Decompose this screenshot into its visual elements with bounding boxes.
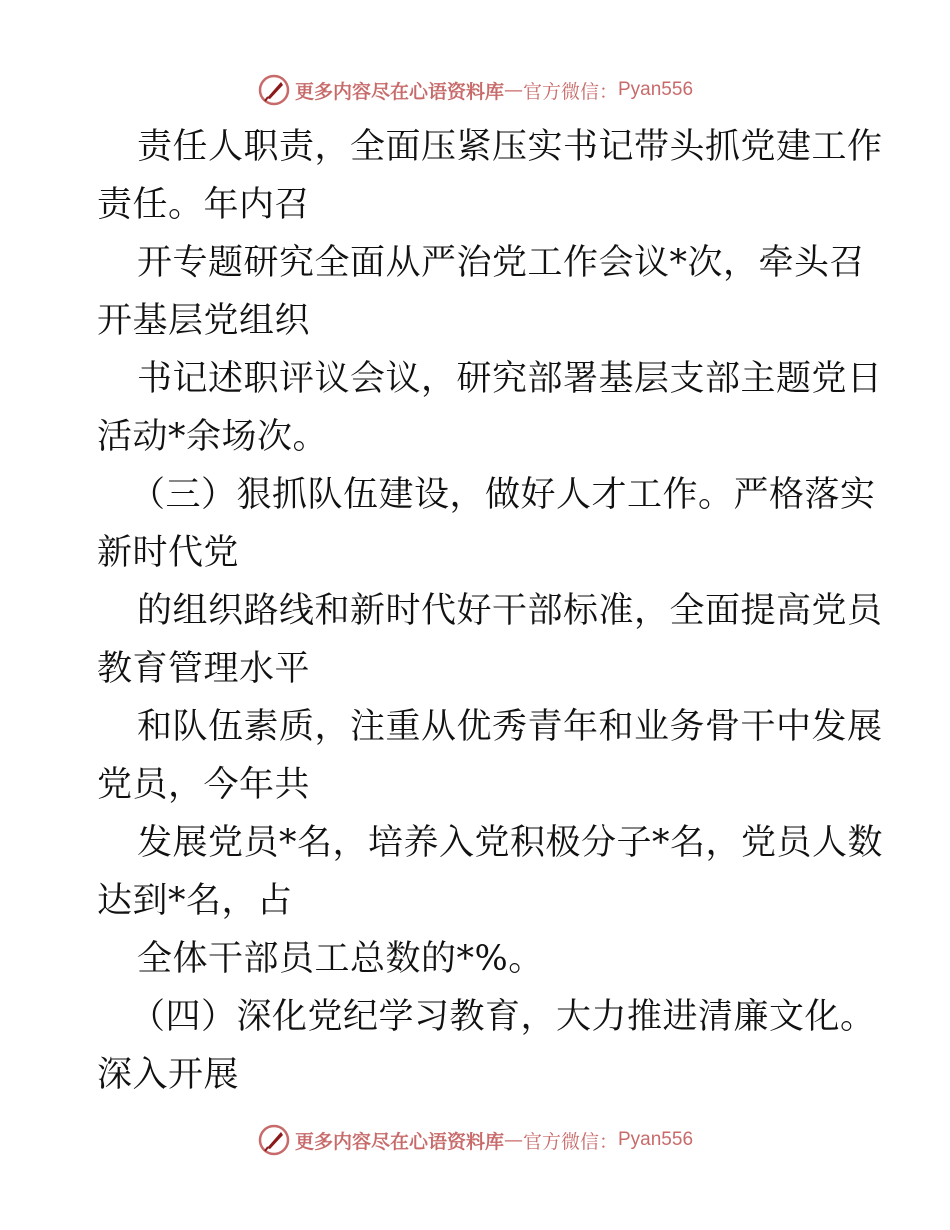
body-line: 责任人职责，全面压紧压实书记带头抓党建工作 (137, 127, 883, 167)
body-line: 开基层党组织 (97, 301, 311, 341)
body-line: 党员，今年共 (97, 765, 311, 805)
body-line: 达到*名，占 (97, 881, 293, 921)
banner-wechat-label: 官方微信： (522, 80, 618, 103)
feather-pen-logo-icon (257, 73, 291, 107)
body-line: 开专题研究全面从严治党工作会议*次，牵头召 (137, 243, 866, 283)
footer-watermark-banner (0, 1120, 950, 1160)
banner-wechat-label: 官方微信： (522, 1130, 618, 1153)
header-watermark-banner (0, 70, 950, 110)
feather-pen-logo-icon (257, 1123, 291, 1157)
banner-dash: — (503, 79, 523, 101)
body-line: 全体干部员工总数的*%。 (137, 939, 544, 979)
body-line: 活动*余场次。 (97, 417, 329, 457)
banner-wechat-id: Pyan556 (618, 79, 694, 100)
banner-main-text: 更多内容尽在心语资料库 (294, 80, 504, 103)
body-line: 发展党员*名，培养入党积极分子*名，党员人数 (137, 823, 884, 863)
body-line: 书记述职评议会议，研究部署基层支部主题党日 (137, 359, 883, 399)
body-line: 和队伍素质，注重从优秀青年和业务骨干中发展 (137, 707, 883, 747)
document-body (97, 118, 884, 1104)
body-line: 新时代党 (97, 533, 240, 573)
banner-main-text: 更多内容尽在心语资料库 (294, 1130, 504, 1153)
banner-wechat-id: Pyan556 (618, 1129, 694, 1150)
body-line: 深入开展 (97, 1055, 240, 1095)
body-line: 教育管理水平 (97, 649, 311, 689)
section-heading-line: （四）深化党纪学习教育，大力推进清廉文化。 (130, 997, 876, 1037)
body-line: 的组织路线和新时代好干部标准，全面提高党员 (137, 591, 883, 631)
body-line: 责任。年内召 (97, 185, 311, 225)
banner-dash: — (503, 1129, 523, 1151)
section-heading-line: （三）狠抓队伍建设，做好人才工作。严格落实 (130, 475, 876, 515)
